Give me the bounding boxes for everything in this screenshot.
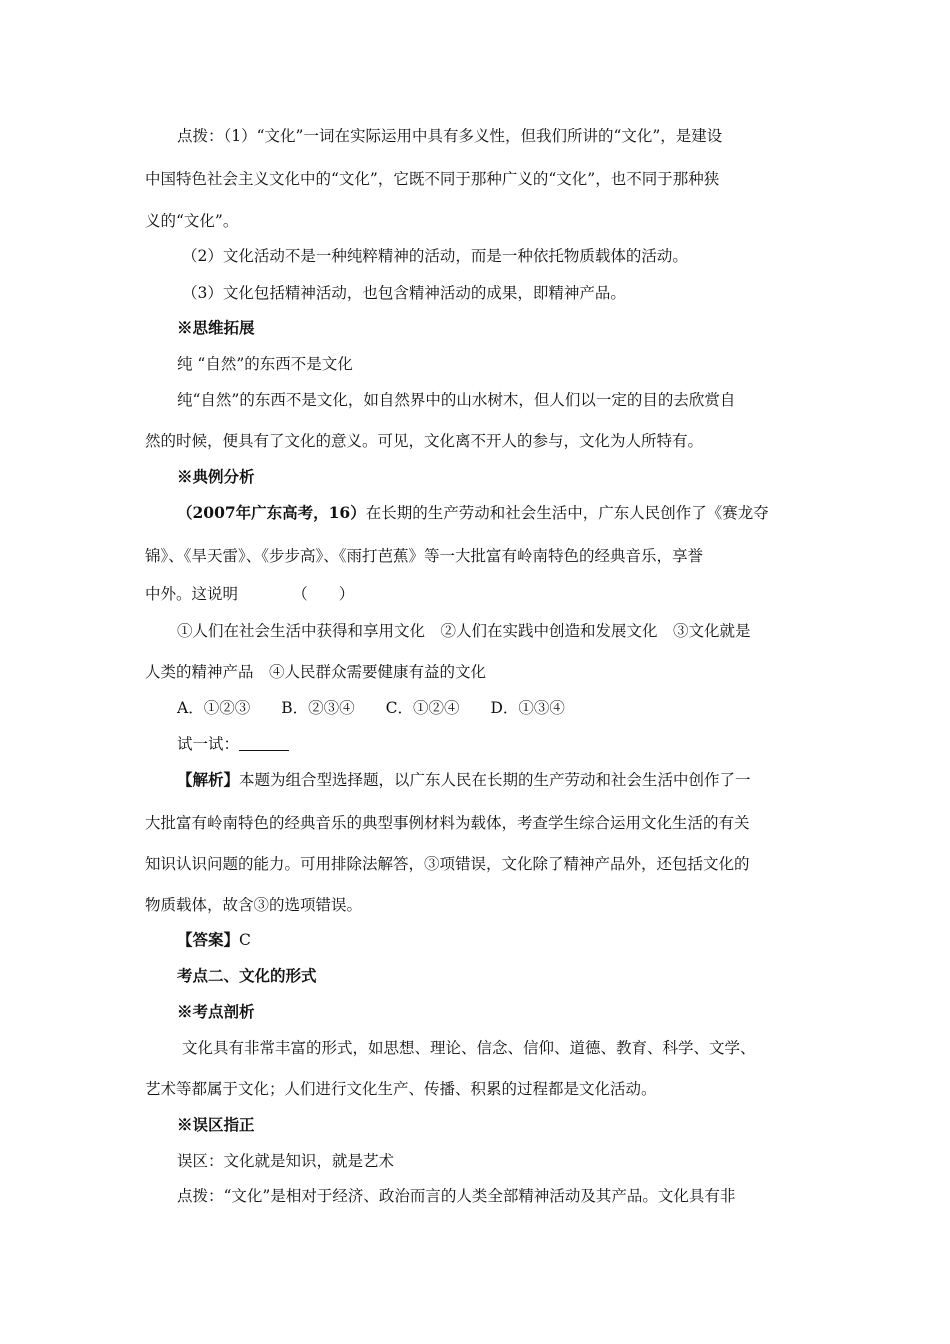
example-line-1 <box>177 503 769 523</box>
answer-choices <box>177 698 565 718</box>
point-3 <box>182 283 626 303</box>
text: 知识认识问题的能力。可用排除法解答，③项错误，文化除了精神产品外，还包括文化的 <box>145 855 750 873</box>
text: 在长期的生产劳动和社会生活中，广东人民创作了《赛龙夺 <box>365 504 769 522</box>
text: 艺术等都属于文化；人们进行文化生产、传播、积累的过程都是文化活动。 <box>145 1080 657 1098</box>
text: 文化具有非常丰富的形式，如思想、理论、信念、信仰、道德、教育、科学、文学、 <box>182 1039 756 1057</box>
source-label: （2007年广东高考，16） <box>177 503 366 522</box>
example-line-2 <box>145 546 703 566</box>
analysis-line-2 <box>145 813 750 833</box>
heading-text: ※思维拓展 <box>177 318 255 337</box>
text: 中国特色社会主义文化中的“文化”，它既不同于那种广义的“文化”，也不同于那种狭 <box>145 170 720 188</box>
try-line <box>177 734 289 754</box>
heading-exam-point-2 <box>177 966 317 986</box>
analysis-label: 【解析】 <box>177 770 240 789</box>
heading-thinking-extension <box>177 318 255 338</box>
text: 人类的精神产品 ④人民群众需要健康有益的文化 <box>145 663 487 681</box>
text: 锦》、《旱天雷》、《步步高》、《雨打芭蕉》等一大批富有岭南特色的经典音乐，享誉 <box>145 547 704 565</box>
answer-line <box>177 930 251 950</box>
text: 然的时候，便具有了文化的意义。可见，文化离不开人的参与，文化为人所特有。 <box>145 432 704 450</box>
text: 纯“自然”的东西不是文化，如自然界中的山水树木，但人们以一定的目的去欣赏自 <box>177 391 736 409</box>
heading-misconception <box>177 1115 255 1135</box>
heading-example-analysis <box>177 467 255 487</box>
text: 点拨：（1）“文化”一词在实际运用中具有多义性，但我们所讲的“文化”，是建设 <box>177 127 723 145</box>
analysis-line-4 <box>145 895 362 915</box>
forms-line-2 <box>145 1079 657 1099</box>
text: ①人们在社会生活中获得和享用文化 ②人们在实践中创造和发展文化 ③文化就是 <box>177 622 751 640</box>
misconception-line <box>177 1151 394 1171</box>
text: 义的“文化”。 <box>145 212 239 230</box>
dianbo-line-2 <box>145 169 719 189</box>
heading-text: 考点二、文化的形式 <box>177 966 317 985</box>
natural-line-1 <box>177 390 735 410</box>
heading-point-analysis <box>177 1002 255 1022</box>
subheading-natural <box>177 354 353 374</box>
options-line-2 <box>145 662 486 682</box>
forms-line-1 <box>182 1038 756 1058</box>
dianbo-line-3 <box>145 211 238 231</box>
text: 点拨：“文化”是相对于经济、政治而言的人类全部精神活动及其产品。文化具有非 <box>177 1187 736 1205</box>
text: （3）文化包括精神活动，也包含精神活动的成果，即精神产品。 <box>182 284 626 302</box>
natural-line-2 <box>145 431 703 451</box>
analysis-line-3 <box>145 854 750 874</box>
text: 中外。这说明 （ ） <box>145 585 355 603</box>
text: （2）文化活动不是一种纯粹精神的活动，而是一种依托物质载体的活动。 <box>182 247 688 265</box>
heading-text: ※典例分析 <box>177 467 255 486</box>
text: 物质载体，故含③的选项错误。 <box>145 896 363 914</box>
dianbo-line-1 <box>177 126 722 146</box>
text: 本题为组合型选择题，以广东人民在长期的生产劳动和社会生活中创作了一 <box>239 771 751 789</box>
example-line-3 <box>145 584 354 604</box>
heading-text: ※考点剖析 <box>177 1002 255 1021</box>
misconception-dianbo <box>177 1186 735 1206</box>
text: A．①②③ B．②③④ C．①②④ D．①③④ <box>177 699 565 717</box>
answer-label: 【答案】 <box>177 930 240 949</box>
text: 大批富有岭南特色的经典音乐的典型事例材料为载体，考查学生综合运用文化生活的有关 <box>145 814 750 832</box>
answer-value: C <box>239 931 251 949</box>
text: 试一试： <box>177 735 240 753</box>
answer-blank <box>239 736 289 751</box>
text: 纯 “自然”的东西不是文化 <box>177 355 353 373</box>
options-line-1 <box>177 621 751 641</box>
heading-text: ※误区指正 <box>177 1115 255 1134</box>
point-2 <box>182 246 688 266</box>
text: 误区：文化就是知识，就是艺术 <box>177 1152 395 1170</box>
analysis-line-1 <box>177 770 751 790</box>
